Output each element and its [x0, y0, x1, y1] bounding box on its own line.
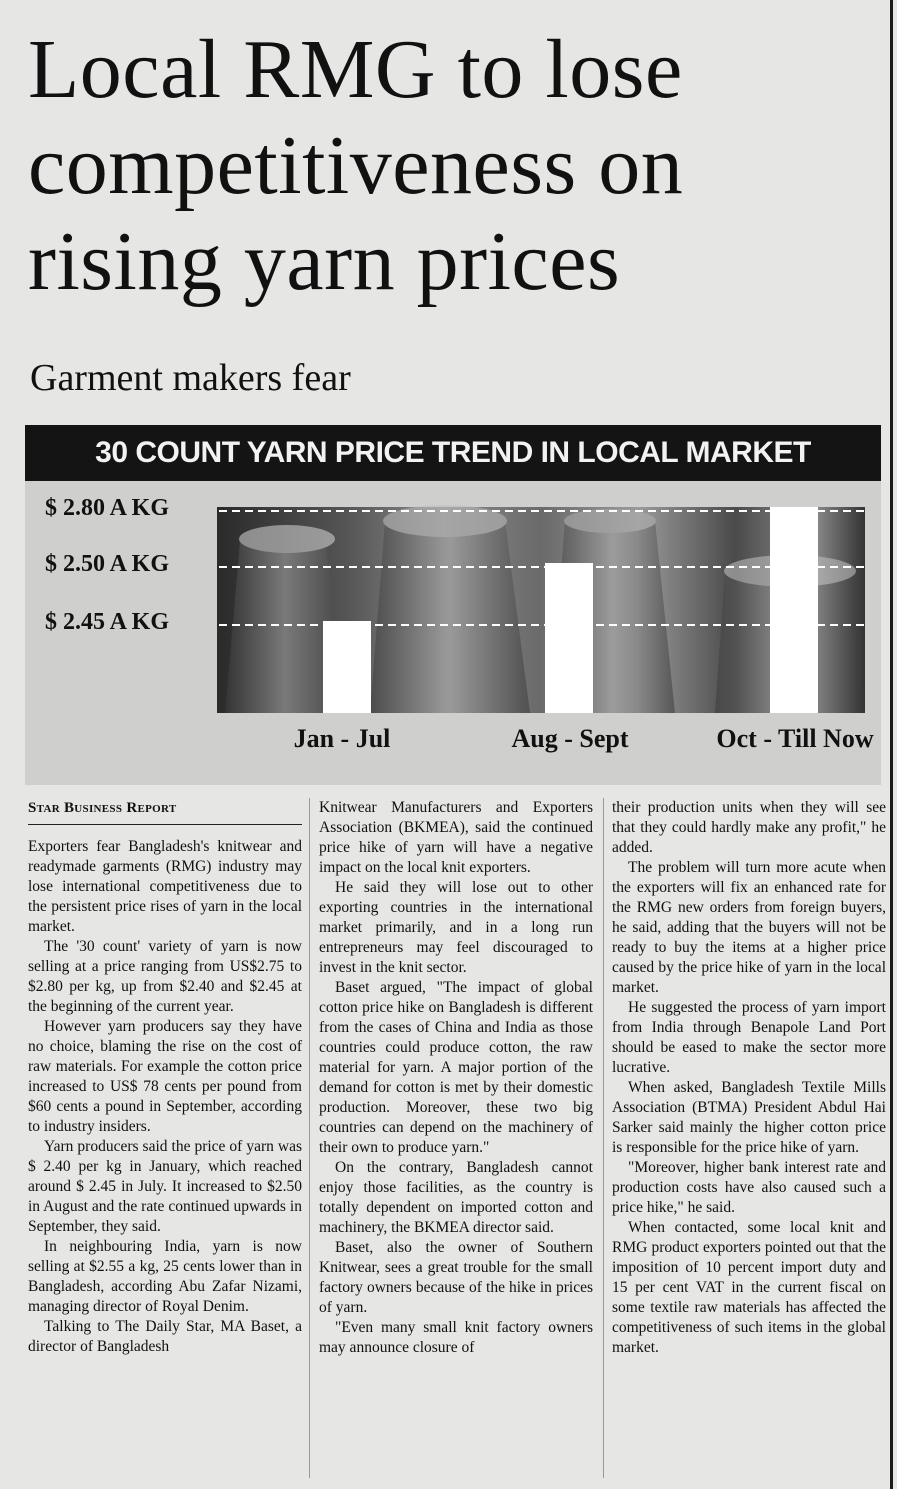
byline: Star Business Report [28, 798, 302, 825]
y-tick-label: $ 2.50 A KG [45, 551, 170, 577]
chart-area [25, 481, 881, 785]
column-2-paragraph: "Even many small knit factory owners may announce closure of [319, 1319, 593, 1356]
headline [28, 22, 886, 310]
headline-line-1: Local RMG to lose [28, 23, 683, 116]
column-2-paragraph: Knitwear Manufacturers and Exporters Association (BKMEA), said the continued price hike of yarn will have a negative impact on the local knit exporters. [319, 799, 593, 876]
page-right-rule [890, 0, 893, 1489]
column-3-paragraph: "Moreover, higher bank interest rate and production costs have also caused such a price hike," he said. [612, 1159, 886, 1216]
y-tick-label: $ 2.80 A KG [45, 495, 170, 521]
column-1-paragraph: The '30 count' variety of yarn is now selling at a price ranging from US$2.75 to $2.80 per kg, up from $2.40 and $2.45 at the beginning of the current year. [28, 938, 302, 1015]
column-3-paragraph: The problem will turn more acute when the exporters will fix an enhanced rate for the RMG new orders from foreign buyers, he said, adding that the buyers will not be ready to buy the items at a higher price caused by the price hike of yarn in the local market. [612, 859, 886, 996]
bar [545, 563, 593, 713]
article-column-3 [612, 798, 886, 1358]
subhead: Garment makers fear [30, 357, 351, 399]
column-3-paragraph: When asked, Bangladesh Textile Mills Association (BTMA) President Abdul Hai Sarker said mainly the higher cotton price is responsible for the price hike of yarn. [612, 1079, 886, 1156]
bar [323, 621, 371, 713]
column-2-paragraph: Baset argued, "The impact of global cotton price hike on Bangladesh is different from the cases of China and India as those countries could produce cotton, the raw material for yarn. A major portion of the demand for cotton is met by their domestic production. Moreover, these two big countries can depend on the machinery of their own to produce yarn." [319, 979, 593, 1156]
column-1-paragraph: Talking to The Daily Star, MA Baset, a director of Bangladesh [28, 1318, 302, 1355]
headline-line-3: rising yarn prices [28, 215, 621, 308]
column-1-paragraph: Exporters fear Bangladesh's knitwear and readymade garments (RMG) industry may lose international competitiveness due to the persistent price rises of yarn in the local market. [28, 838, 302, 935]
column-2-paragraph: He said they will lose out to other exporting countries in the international market primarily, and in a long run entrepreneurs may feel discouraged to invest in the knit sector. [319, 879, 593, 976]
headline-line-2: competitiveness on [28, 119, 684, 212]
bar [770, 507, 818, 713]
x-tick-label: Oct - Till Now [716, 724, 874, 753]
column-divider [309, 798, 310, 1478]
column-3-paragraph: their production units when they will see that they could hardly make any profit," he added. [612, 799, 886, 856]
column-1-paragraph: Yarn producers said the price of yarn was $ 2.40 per kg in January, which reached around $ 2.45 in July. It increased to $2.50 in August and the rate continued upwards in September, they said. [28, 1138, 302, 1235]
x-tick-label: Aug - Sept [511, 724, 629, 753]
article-column-1 [28, 798, 302, 1357]
column-1-paragraph: However yarn producers say they have no choice, blaming the rise on the cost of raw materials. For example the cotton price increased to US$ 78 cents per pound from $60 cents a pound in September, according to industry insiders. [28, 1018, 302, 1135]
column-3-paragraph: He suggested the process of yarn import from India through Benapole Land Port should be eased to make the sector more lucrative. [612, 999, 886, 1076]
price-trend-chart [25, 425, 881, 785]
column-2-paragraph: Baset, also the owner of Southern Knitwear, sees a great trouble for the small factory owners because of the hike in prices of yarn. [319, 1239, 593, 1316]
column-1-paragraph: In neighbouring India, yarn is now selling at $2.55 a kg, 25 cents lower than in Bangladesh, according Abu Zafar Nizami, managing director of Royal Denim. [28, 1238, 302, 1315]
y-tick-label: $ 2.45 A KG [45, 609, 170, 635]
x-tick-label: Jan - Jul [293, 724, 391, 753]
article-column-2 [319, 798, 593, 1358]
column-2-paragraph: On the contrary, Bangladesh cannot enjoy those facilities, as the country is totally dependent on imported cotton and machinery, the BKMEA director said. [319, 1159, 593, 1236]
column-divider [603, 798, 604, 1478]
chart-title: 30 COUNT YARN PRICE TREND IN LOCAL MARKET [25, 425, 881, 481]
column-3-paragraph: When contacted, some local knit and RMG product exporters pointed out that the imposition of 10 percent import duty and 15 per cent VAT in the current fiscal on some textile raw materials has affected the competitiveness of such items in the global market. [612, 1219, 886, 1356]
